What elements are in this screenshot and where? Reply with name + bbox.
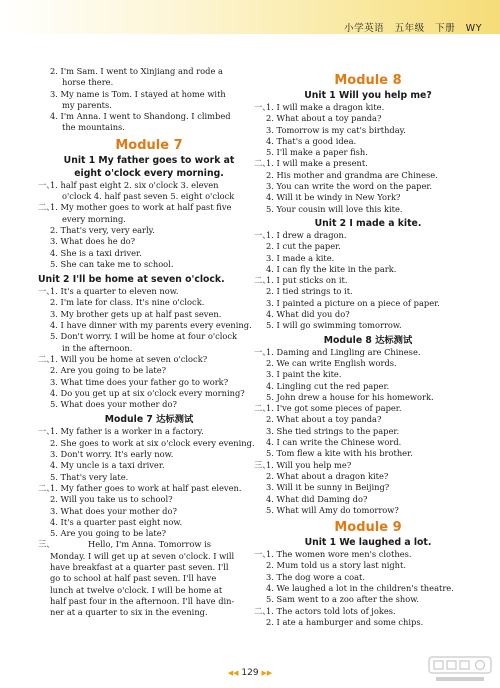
- answer-line: 3. What does your mother do?: [50, 505, 177, 516]
- answer-line: 5. What does your mother do?: [50, 399, 177, 410]
- answer-line: 2. His mother and grandma are Chinese.: [266, 169, 438, 180]
- answer-line: every morning.: [62, 213, 126, 224]
- unit-title: Unit 2 I made a kite.: [314, 217, 422, 229]
- unit-title: Unit 1 Will you help me?: [304, 90, 432, 101]
- answer-line: 2. I cut the paper.: [266, 241, 341, 252]
- unit-title: eight o'clock every morning.: [74, 167, 224, 179]
- answer-line: 1. Daming and Lingling are Chinese.: [266, 346, 421, 357]
- section-mark: 三、: [38, 539, 55, 550]
- page-number: 129: [241, 668, 259, 678]
- unit-title: Unit 1 We laughed a lot.: [304, 537, 432, 549]
- answer-line: 1. It's a quarter to eleven now.: [50, 286, 179, 297]
- answer-line: 5. Your cousin will love this kite.: [266, 203, 403, 214]
- answer-line: 2. Mum told us a story last night.: [266, 560, 406, 571]
- answer-line: 2. I'm Sam. I went to Xinjiang and rode a: [50, 66, 223, 76]
- answer-line: 2. I'm late for class. It's nine o'clock.: [50, 297, 205, 308]
- answer-line: 1. half past eight 2. six o'clock 3. eleven: [50, 179, 219, 190]
- answer-line: 4. I can write the Chinese word.: [266, 437, 402, 448]
- answer-line: 1. I will make a present.: [266, 158, 368, 169]
- section-mark: 二、: [254, 275, 271, 286]
- section-mark: 二、: [38, 202, 55, 213]
- answer-line: 2. That's very, very early.: [50, 224, 155, 235]
- answer-line: ner at a quarter to six in the evening.: [50, 607, 208, 618]
- answer-line: 3. I made a kite.: [266, 252, 335, 263]
- answer-line: the mountains.: [62, 122, 125, 133]
- watermark-logo-icon: [428, 656, 492, 684]
- section-mark: 一、: [38, 426, 55, 437]
- answer-line: 3. My brother gets up at half past seven.: [50, 308, 222, 319]
- answer-line: have breakfast at a quarter past seven. I'll: [50, 561, 229, 572]
- answer-line: 3. I painted a picture on a piece of paper.: [266, 297, 440, 308]
- answer-line: 1. The women wore men's clothes.: [266, 549, 412, 560]
- unit-title: Unit 1 My father goes to work at: [63, 154, 235, 166]
- answer-line: 5. I'll make a paper fish.: [266, 147, 368, 158]
- section-mark: 三、: [254, 459, 271, 470]
- module-title: Module 7: [115, 137, 183, 153]
- answer-line: 5. Tom flew a kite with his brother.: [266, 448, 413, 459]
- module-title: Module 8: [334, 73, 402, 88]
- section-mark: 一、: [254, 229, 271, 240]
- test-title: Module 7 达标测试: [104, 414, 194, 426]
- answer-line: Monday. I will get up at seven o'clock. I will: [50, 550, 235, 561]
- answer-line: 1. Will you be home at seven o'clock?: [50, 353, 208, 364]
- answer-line: my parents.: [62, 99, 112, 110]
- answer-line: 2. Will you take us to school?: [50, 494, 173, 505]
- answer-line: 3. You can write the word on the paper.: [266, 181, 433, 192]
- section-mark: 二、: [254, 605, 271, 616]
- page-footer: [0, 668, 500, 678]
- answer-line: 3. Tomorrow is my cat's birthday.: [266, 124, 406, 135]
- answer-line: 4. That's a good idea.: [266, 135, 357, 146]
- module-title: Module 9: [334, 520, 402, 536]
- answer-line: 3. What does he do?: [50, 236, 136, 247]
- unit-title: Unit 2 I'll be home at seven o'clock.: [38, 274, 225, 286]
- answer-line: 3. Don't worry. It's early now.: [50, 449, 174, 460]
- left-column: [38, 66, 260, 618]
- answer-line: 4. It's a quarter past eight now.: [50, 516, 183, 527]
- subject: 小学英语: [344, 23, 385, 34]
- section-mark: 二、: [254, 403, 271, 414]
- answer-line: 5. She can take me to school.: [50, 258, 174, 269]
- answer-line: 1. My father is a worker in a factory.: [50, 426, 204, 437]
- answer-line: 5. What will Amy do tomorrow?: [266, 504, 399, 515]
- answer-line: horse there.: [62, 77, 114, 88]
- answer-line: 4. Lingling cut the red paper.: [266, 380, 390, 391]
- answer-line: 1. I've got some pieces of paper.: [266, 403, 402, 414]
- answer-line: 4. What did you do?: [266, 309, 350, 320]
- answer-line: 3. Will it be sunny in Beijing?: [266, 482, 390, 493]
- answer-line: in the afternoon.: [62, 342, 133, 353]
- answer-line: 2. I tied strings to it.: [266, 286, 353, 297]
- answer-line: 4. She is a taxi driver.: [50, 247, 142, 258]
- section-mark: 一、: [254, 549, 271, 560]
- answer-line: 1. The actors told lots of jokes.: [266, 605, 396, 616]
- section-mark: 一、: [38, 179, 55, 190]
- right-column: [254, 72, 482, 628]
- answer-line: 3. I paint the kite.: [266, 369, 342, 380]
- answer-line: 1. Will you help me?: [266, 459, 352, 470]
- answer-line: 5. Are you going to be late?: [50, 528, 167, 539]
- answer-line: 1. My father goes to work at half past eleven.: [50, 482, 242, 493]
- grade: 五年级: [394, 23, 425, 34]
- book-info: [344, 20, 482, 34]
- section-mark: 一、: [254, 346, 271, 357]
- term: 下册: [435, 23, 456, 34]
- answer-line: go to school at half past seven. I'll have: [50, 573, 217, 584]
- answer-line: 4. I'm Anna. I went to Shandong. I climbed: [50, 111, 231, 122]
- answer-line: 2. We can write English words.: [266, 357, 397, 368]
- answer-line: 3. She tied strings to the paper.: [266, 425, 400, 436]
- section-mark: 二、: [38, 353, 55, 364]
- next-arrows-icon: ▶▶: [261, 669, 273, 677]
- answer-line: 4. I have dinner with my parents every evening.: [50, 320, 252, 331]
- answer-line: 2. I ate a hamburger and some chips.: [266, 616, 424, 627]
- answer-line: half past four in the afternoon. I'll have din-: [50, 595, 235, 606]
- section-mark: 一、: [254, 102, 271, 112]
- answer-line: 4. What did Daming do?: [266, 493, 368, 504]
- answer-line: 1. My mother goes to work at half past five: [50, 202, 232, 213]
- answer-line: o'clock 4. half past seven 5. eight o'clock: [62, 191, 235, 202]
- section-mark: 一、: [38, 286, 55, 297]
- answer-line: 3. The dog wore a coat.: [266, 571, 365, 582]
- answer-line: 5. That's very late.: [50, 471, 129, 482]
- prev-arrows-icon: ◀◀: [227, 669, 239, 677]
- answer-line: Hello, I'm Anna. Tomorrow is: [88, 539, 212, 550]
- answer-line: 4. Do you get up at six o'clock every morning?: [50, 387, 245, 398]
- answer-line: 1. I put sticks on it.: [266, 275, 348, 286]
- answer-line: lunch at twelve o'clock. I will be home at: [50, 584, 223, 595]
- section-mark: 二、: [254, 158, 271, 169]
- answer-line: 5. I will go swimming tomorrow.: [266, 320, 402, 331]
- answer-line: 4. Will it be windy in New York?: [266, 192, 401, 203]
- answer-line: 4. I can fly the kite in the park.: [266, 263, 397, 274]
- answer-line: 5. John drew a house for his homework.: [266, 391, 434, 402]
- answer-line: 4. My uncle is a taxi driver.: [50, 460, 165, 471]
- answer-line: 2. What about a dragon kite?: [266, 470, 389, 481]
- answer-line: 2. Are you going to be late?: [50, 365, 167, 376]
- answer-line: 1. I will make a dragon kite.: [266, 102, 385, 112]
- test-title: Module 8 达标测试: [323, 334, 413, 346]
- answer-line: 4. We laughed a lot in the children's theatre.: [266, 582, 454, 593]
- answer-line: 2. What about a toy panda?: [266, 414, 382, 425]
- section-mark: 二、: [38, 482, 55, 493]
- answer-line: 5. Don't worry. I will be home at four o'clock: [50, 331, 238, 342]
- answer-line: 3. What time does your father go to work?: [50, 376, 229, 387]
- answer-line: 2. She goes to work at six o'clock every evening.: [50, 437, 255, 448]
- answer-line: 5. Sam went to a zoo after the show.: [266, 594, 420, 605]
- edition: WY: [465, 23, 482, 34]
- answer-line: 2. What about a toy panda?: [266, 113, 382, 124]
- answer-line: 3. My name is Tom. I stayed at home with: [50, 88, 226, 99]
- answer-line: 1. I drew a dragon.: [266, 229, 347, 240]
